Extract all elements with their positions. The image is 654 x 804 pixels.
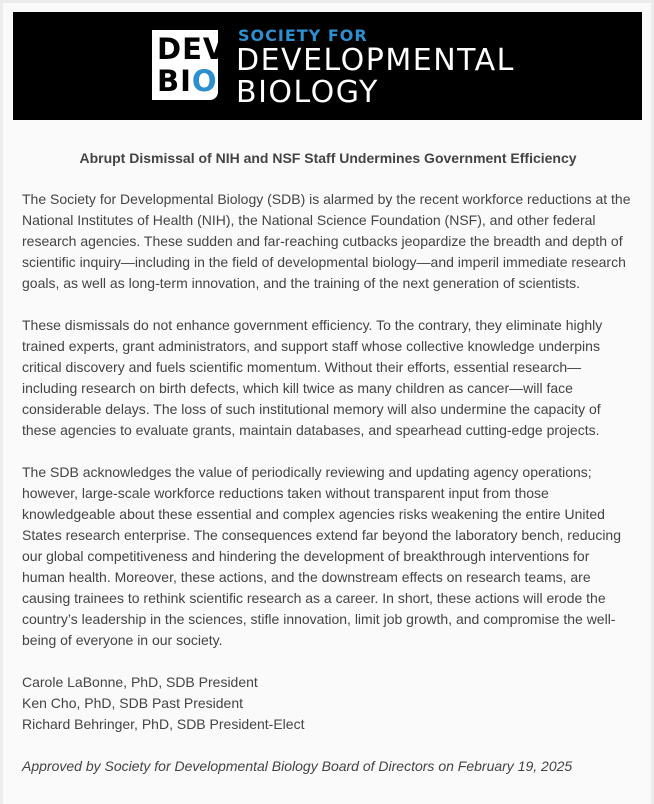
approval-note: Approved by Society for Developmental Biology Board of Directors on February 19, 2025 <box>22 758 573 774</box>
email-card <box>3 3 651 804</box>
logo-name <box>236 45 515 109</box>
devbio-logo-mark <box>152 30 227 100</box>
paragraph: These dismissals do not enhance government efficiency. To the contrary, they eliminate highly trained experts, grant administrators, and support staff whose collective knowledge underpins critical discovery and fuels scientific momentum. Without their efforts, essential research—including research on birth defects, which kill twice as many children as cancer—will face considerable delays. The loss of such institutional memory will also undermine the capacity of these agencies to evaluate grants, maintain databases, and spearhead cutting-edge projects. <box>22 317 603 438</box>
signatories <box>22 672 634 735</box>
statement-body <box>22 148 634 777</box>
paragraph: The SDB acknowledges the value of periodically reviewing and updating agency operations; however, large-scale workforce reductions taken without transparent input from those knowledgeable about these essential and complex agencies risks weakening the entire United States research enterprise. The consequences extend far beyond the laboratory bench, reducing our global competitiveness and hindering the development of breakthrough interventions for human health. Moreover, these actions, and the downstream effects on research teams, are causing trainees to rethink scientific research as a career. In short, these actions will erode the country’s leadership in the sciences, stifle innovation, limit job growth, and compromise the well-being of everyone in our society. <box>22 464 622 648</box>
signatory: Richard Behringer, PhD, SDB President-Elect <box>22 716 305 732</box>
header-banner <box>13 12 642 120</box>
signatory: Ken Cho, PhD, SDB Past President <box>22 695 243 711</box>
logo-mark-line2 <box>157 66 218 96</box>
logo-name-line2: BIOLOGY <box>236 75 379 110</box>
logo-name-line1: DEVELOPMENTAL <box>236 43 515 78</box>
logo-mark-bi: BI <box>157 64 192 98</box>
paragraph: The Society for Developmental Biology (SDB) is alarmed by the recent workforce reductions at the National Institutes of Health (NIH), the National Science Foundation (NSF), and other federal research agencies. These sudden and far-reaching cutbacks jeopardize the breadth and depth of scientific inquiry—including in the field of developmental biology—and imperil immediate research goals, as well as long-term innovation, and the training of the next generation of scientists. <box>22 191 631 291</box>
logo-mark-line1: DEV <box>157 32 227 66</box>
logo-mark-o: O <box>191 64 218 98</box>
logo-society-for: SOCIETY FOR <box>238 26 368 45</box>
signatory: Carole LaBonne, PhD, SDB President <box>22 674 258 690</box>
statement-title: Abrupt Dismissal of NIH and NSF Staff Undermines Government Efficiency <box>79 150 577 166</box>
